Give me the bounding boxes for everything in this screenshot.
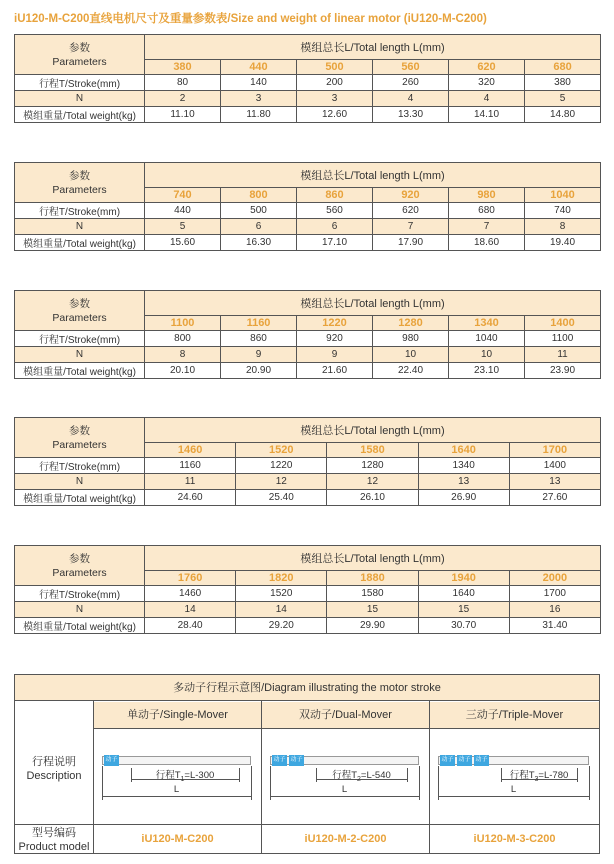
dimension-tick xyxy=(251,766,252,800)
n-value: 12 xyxy=(236,474,327,490)
n-value: 11 xyxy=(145,474,236,490)
length-value: 1400 xyxy=(525,316,601,331)
row-label-weight: 模组重量/Total weight(kg) xyxy=(15,235,145,251)
stroke-value: 500 xyxy=(221,203,297,219)
length-dimension-line xyxy=(438,796,589,797)
weight-value: 26.10 xyxy=(327,490,418,506)
stroke-value: 320 xyxy=(449,75,525,91)
table-row xyxy=(15,490,601,506)
mover-block: 动子 xyxy=(457,755,472,766)
n-value: 10 xyxy=(449,347,525,363)
stroke-value: 920 xyxy=(297,331,373,347)
page-title: iU120-M-C200直线电机尺寸及重量参数表/Size and weight of linear motor (iU120-M-C200) xyxy=(14,13,487,25)
length-symbol: L xyxy=(510,784,517,795)
stroke-value: 980 xyxy=(373,331,449,347)
row-label-stroke: 行程T/Stroke(mm) xyxy=(15,586,145,602)
length-value: 1520 xyxy=(236,443,327,458)
total-length-header: 模组总长L/Total length L(mm) xyxy=(145,163,601,188)
weight-value: 26.90 xyxy=(418,490,509,506)
stroke-illustration xyxy=(430,730,599,824)
stroke-value: 1640 xyxy=(418,586,509,602)
n-value: 16 xyxy=(509,602,600,618)
n-value: 9 xyxy=(221,347,297,363)
weight-value: 25.40 xyxy=(236,490,327,506)
n-value: 14 xyxy=(145,602,236,618)
total-length-header: 模组总长L/Total length L(mm) xyxy=(145,546,601,571)
mover-type-header: 单动子/Single-Mover xyxy=(94,702,261,728)
table-row xyxy=(15,331,601,347)
length-value: 1280 xyxy=(373,316,449,331)
length-value: 1460 xyxy=(145,443,236,458)
row-label-n: N xyxy=(15,91,145,107)
mover-block: 动子 xyxy=(474,755,489,766)
table-row xyxy=(15,91,601,107)
row-label-stroke: 行程T/Stroke(mm) xyxy=(15,458,145,474)
mover-block: 动子 xyxy=(440,755,455,766)
stroke-value: 740 xyxy=(525,203,601,219)
table-row xyxy=(15,235,601,251)
weight-value: 17.90 xyxy=(373,235,449,251)
stroke-value: 1580 xyxy=(327,586,418,602)
length-symbol: L xyxy=(341,784,348,795)
n-value: 4 xyxy=(373,91,449,107)
parameters-header: 参数 Parameters xyxy=(15,291,145,331)
n-value: 15 xyxy=(418,602,509,618)
parameters-header: 参数 Parameters xyxy=(15,35,145,75)
n-value: 10 xyxy=(373,347,449,363)
table-row xyxy=(15,458,601,474)
stroke-description-label: 行程说明 Description xyxy=(26,756,82,782)
stroke-value: 860 xyxy=(221,331,297,347)
total-length-header: 模组总长L/Total length L(mm) xyxy=(145,291,601,316)
length-value: 1040 xyxy=(525,188,601,203)
n-value: 15 xyxy=(327,602,418,618)
weight-value: 29.90 xyxy=(327,618,418,634)
mover-type-header: 双动子/Dual-Mover xyxy=(262,702,429,728)
weight-value: 11.10 xyxy=(145,107,221,123)
product-model-code: iU120-M-3-C200 xyxy=(473,833,556,845)
weight-value: 14.10 xyxy=(449,107,525,123)
stroke-illustration xyxy=(262,730,429,824)
product-model-code: iU120-M-2-C200 xyxy=(304,833,387,845)
stroke-value: 1460 xyxy=(145,586,236,602)
stroke-value: 80 xyxy=(145,75,221,91)
row-label-weight: 模组重量/Total weight(kg) xyxy=(15,107,145,123)
spec-table xyxy=(14,290,601,379)
n-value: 9 xyxy=(297,347,373,363)
n-value: 7 xyxy=(449,219,525,235)
parameters-header: 参数 Parameters xyxy=(15,163,145,203)
length-dimension-line xyxy=(270,796,419,797)
row-label-stroke: 行程T/Stroke(mm) xyxy=(15,203,145,219)
weight-value: 23.90 xyxy=(525,363,601,379)
length-value: 680 xyxy=(525,60,601,75)
n-value: 6 xyxy=(221,219,297,235)
n-value: 5 xyxy=(145,219,221,235)
table-row xyxy=(15,347,601,363)
weight-value: 14.80 xyxy=(525,107,601,123)
length-value: 920 xyxy=(373,188,449,203)
weight-value: 22.40 xyxy=(373,363,449,379)
row-label-weight: 模组重量/Total weight(kg) xyxy=(15,363,145,379)
stroke-formula: 行程$T_3=L-780$ xyxy=(509,770,569,783)
length-value: 1100 xyxy=(145,316,221,331)
length-value: 500 xyxy=(297,60,373,75)
stroke-value: 1220 xyxy=(236,458,327,474)
dimension-tick xyxy=(419,766,420,800)
n-value: 7 xyxy=(373,219,449,235)
stroke-value: 1700 xyxy=(509,586,600,602)
weight-value: 18.60 xyxy=(449,235,525,251)
diagram-title: 多动子行程示意图/Diagram illustrating the motor stroke xyxy=(15,675,599,701)
table-row xyxy=(15,474,601,490)
length-value: 1820 xyxy=(236,571,327,586)
weight-value: 16.30 xyxy=(221,235,297,251)
n-value: 8 xyxy=(525,219,601,235)
length-value: 1760 xyxy=(145,571,236,586)
length-dimension-line xyxy=(102,796,251,797)
n-value: 12 xyxy=(327,474,418,490)
weight-value: 28.40 xyxy=(145,618,236,634)
stroke-diagram xyxy=(14,674,600,854)
length-value: 980 xyxy=(449,188,525,203)
length-value: 800 xyxy=(221,188,297,203)
n-value: 4 xyxy=(449,91,525,107)
length-value: 860 xyxy=(297,188,373,203)
weight-value: 31.40 xyxy=(509,618,600,634)
total-length-header: 模组总长L/Total length L(mm) xyxy=(145,35,601,60)
row-label-n: N xyxy=(15,602,145,618)
stroke-value: 1280 xyxy=(327,458,418,474)
table-row xyxy=(15,602,601,618)
table-row xyxy=(15,618,601,634)
stroke-value: 1400 xyxy=(509,458,600,474)
weight-value: 23.10 xyxy=(449,363,525,379)
row-label-n: N xyxy=(15,347,145,363)
row-label-n: N xyxy=(15,474,145,490)
weight-value: 11.80 xyxy=(221,107,297,123)
total-length-header: 模组总长L/Total length L(mm) xyxy=(145,418,601,443)
stroke-value: 440 xyxy=(145,203,221,219)
length-value: 1340 xyxy=(449,316,525,331)
row-label-weight: 模组重量/Total weight(kg) xyxy=(15,618,145,634)
spec-table xyxy=(14,417,601,506)
stroke-value: 620 xyxy=(373,203,449,219)
length-symbol: L xyxy=(173,784,180,795)
dimension-tick xyxy=(589,766,590,800)
parameters-header: 参数 Parameters xyxy=(15,546,145,586)
stroke-value: 680 xyxy=(449,203,525,219)
stroke-value: 1100 xyxy=(525,331,601,347)
n-value: 3 xyxy=(221,91,297,107)
table-row xyxy=(15,203,601,219)
length-value: 560 xyxy=(373,60,449,75)
stroke-value: 800 xyxy=(145,331,221,347)
length-value: 620 xyxy=(449,60,525,75)
row-label-stroke: 行程T/Stroke(mm) xyxy=(15,75,145,91)
stroke-value: 1160 xyxy=(145,458,236,474)
weight-value: 30.70 xyxy=(418,618,509,634)
length-value: 1580 xyxy=(327,443,418,458)
stroke-formula: 行程$T_1=L-300$ xyxy=(155,770,215,783)
mover-block: 动子 xyxy=(289,755,304,766)
table-row xyxy=(15,75,601,91)
dimension-tick xyxy=(407,768,408,782)
length-value: 1640 xyxy=(418,443,509,458)
stroke-value: 1040 xyxy=(449,331,525,347)
weight-value: 15.60 xyxy=(145,235,221,251)
row-label-n: N xyxy=(15,219,145,235)
weight-value: 24.60 xyxy=(145,490,236,506)
length-value: 1940 xyxy=(418,571,509,586)
weight-value: 19.40 xyxy=(525,235,601,251)
weight-value: 29.20 xyxy=(236,618,327,634)
stroke-value: 140 xyxy=(221,75,297,91)
product-model-code: iU120-M-C200 xyxy=(141,833,214,845)
n-value: 13 xyxy=(418,474,509,490)
length-value: 1880 xyxy=(327,571,418,586)
spec-table xyxy=(14,34,601,123)
n-value: 5 xyxy=(525,91,601,107)
n-value: 2 xyxy=(145,91,221,107)
stroke-illustration xyxy=(94,730,261,824)
n-value: 3 xyxy=(297,91,373,107)
spec-table xyxy=(14,545,601,634)
stroke-value: 1340 xyxy=(418,458,509,474)
stroke-value: 200 xyxy=(297,75,373,91)
n-value: 14 xyxy=(236,602,327,618)
row-label-stroke: 行程T/Stroke(mm) xyxy=(15,331,145,347)
n-value: 13 xyxy=(509,474,600,490)
length-value: 2000 xyxy=(509,571,600,586)
mover-block: 动子 xyxy=(272,755,287,766)
weight-value: 17.10 xyxy=(297,235,373,251)
n-value: 11 xyxy=(525,347,601,363)
weight-value: 27.60 xyxy=(509,490,600,506)
rail xyxy=(102,756,251,765)
length-value: 740 xyxy=(145,188,221,203)
stroke-value: 560 xyxy=(297,203,373,219)
stroke-formula: 行程$T_2=L-540$ xyxy=(332,770,391,783)
stroke-value: 380 xyxy=(525,75,601,91)
weight-value: 21.60 xyxy=(297,363,373,379)
weight-value: 20.10 xyxy=(145,363,221,379)
table-row xyxy=(15,586,601,602)
table-row xyxy=(15,219,601,235)
length-value: 380 xyxy=(145,60,221,75)
n-value: 8 xyxy=(145,347,221,363)
spec-table xyxy=(14,162,601,251)
mover-type-header: 三动子/Triple-Mover xyxy=(430,702,599,728)
length-value: 1160 xyxy=(221,316,297,331)
weight-value: 12.60 xyxy=(297,107,373,123)
length-value: 1220 xyxy=(297,316,373,331)
stroke-value: 260 xyxy=(373,75,449,91)
dimension-tick xyxy=(577,768,578,782)
dimension-tick xyxy=(239,768,240,782)
row-label-weight: 模组重量/Total weight(kg) xyxy=(15,490,145,506)
mover-block: 动子 xyxy=(104,755,119,766)
weight-value: 20.90 xyxy=(221,363,297,379)
divider xyxy=(93,728,599,729)
table-row xyxy=(15,107,601,123)
weight-value: 13.30 xyxy=(373,107,449,123)
length-value: 1700 xyxy=(509,443,600,458)
parameters-header: 参数 Parameters xyxy=(15,418,145,458)
length-value: 440 xyxy=(221,60,297,75)
stroke-value: 1520 xyxy=(236,586,327,602)
table-row xyxy=(15,363,601,379)
product-model-label: 型号编码 Product model xyxy=(18,827,90,853)
n-value: 6 xyxy=(297,219,373,235)
